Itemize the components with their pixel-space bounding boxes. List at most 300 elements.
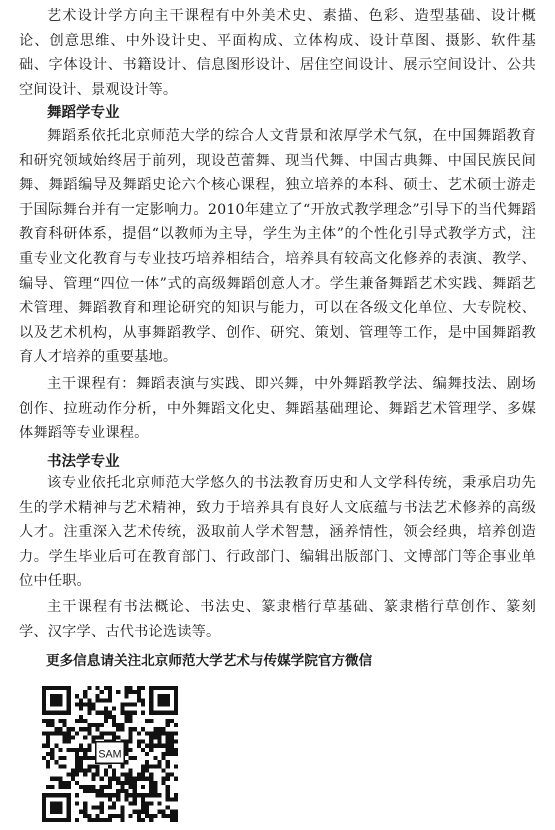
qr-module xyxy=(174,810,178,814)
qr-module xyxy=(79,744,83,748)
qr-module xyxy=(63,818,67,822)
qr-module xyxy=(149,785,153,789)
qr-module xyxy=(42,744,46,748)
qr-module xyxy=(87,814,91,818)
qr-module xyxy=(124,789,128,793)
qr-module xyxy=(83,785,87,789)
qr-module xyxy=(108,698,112,702)
wechat-qr-code[interactable] xyxy=(42,686,178,822)
qr-module xyxy=(46,752,50,756)
qr-module xyxy=(141,785,145,789)
dance-courses-paragraph: 主干课程有：舞蹈表演与实践、即兴舞，中外舞蹈教学法、编舞技法、剧场创作、拉班动作分析，中外舞蹈文化史、舞蹈基础理论、舞蹈艺术管理学、多媒体舞蹈等专业课程。 xyxy=(19,376,536,442)
qr-module xyxy=(149,690,153,694)
qr-module xyxy=(104,686,108,690)
qr-module xyxy=(145,764,149,768)
qr-module xyxy=(157,694,161,698)
qr-module xyxy=(157,731,161,735)
qr-module xyxy=(54,818,58,822)
qr-module xyxy=(96,818,100,822)
qr-module xyxy=(58,793,62,797)
qr-module xyxy=(141,698,145,702)
qr-module xyxy=(162,768,166,772)
qr-module xyxy=(63,740,67,744)
qr-module xyxy=(166,702,170,706)
qr-module xyxy=(67,748,71,752)
qr-module xyxy=(58,686,62,690)
qr-module xyxy=(79,707,83,711)
qr-module xyxy=(67,806,71,810)
qr-module xyxy=(79,719,83,723)
qr-module xyxy=(157,727,161,731)
qr-module xyxy=(46,719,50,723)
qr-module xyxy=(120,707,124,711)
qr-module xyxy=(124,694,128,698)
qr-module xyxy=(104,698,108,702)
qr-module xyxy=(75,760,79,764)
qr-module xyxy=(63,764,67,768)
qr-module xyxy=(153,764,157,768)
qr-module xyxy=(129,801,133,805)
qr-module xyxy=(87,785,91,789)
qr-module xyxy=(46,735,50,739)
qr-module xyxy=(58,694,62,698)
qr-module xyxy=(141,793,145,797)
qr-module xyxy=(137,698,141,702)
qr-module xyxy=(141,727,145,731)
qr-module xyxy=(149,818,153,822)
qr-module xyxy=(145,719,149,723)
qr-module xyxy=(100,777,104,781)
qr-module xyxy=(162,756,166,760)
qr-module xyxy=(50,801,54,805)
qr-module xyxy=(58,777,62,781)
qr-module xyxy=(153,814,157,818)
qr-module xyxy=(133,702,137,706)
qr-module xyxy=(83,773,87,777)
qr-module xyxy=(54,727,58,731)
qr-module xyxy=(116,777,120,781)
qr-module xyxy=(91,702,95,706)
qr-module xyxy=(42,793,46,797)
qr-module xyxy=(141,806,145,810)
qr-module xyxy=(137,694,141,698)
qr-module xyxy=(54,760,58,764)
qr-module xyxy=(42,797,46,801)
qr-module xyxy=(124,719,128,723)
qr-module xyxy=(149,735,153,739)
qr-module xyxy=(129,690,133,694)
qr-logo-text: SAM xyxy=(98,748,122,761)
qr-module xyxy=(153,744,157,748)
qr-module xyxy=(79,768,83,772)
qr-module xyxy=(42,686,46,690)
qr-module xyxy=(120,789,124,793)
qr-module xyxy=(166,789,170,793)
qr-module xyxy=(46,723,50,727)
qr-module xyxy=(133,785,137,789)
qr-module xyxy=(174,764,178,768)
qr-module xyxy=(42,694,46,698)
qr-module xyxy=(75,793,79,797)
qr-module xyxy=(91,707,95,711)
qr-center-logo xyxy=(96,742,125,763)
qr-module xyxy=(100,818,104,822)
qr-module xyxy=(108,686,112,690)
qr-module xyxy=(137,690,141,694)
qr-module xyxy=(87,756,91,760)
qr-module xyxy=(54,777,58,781)
qr-module xyxy=(87,731,91,735)
qr-module xyxy=(116,690,120,694)
qr-module xyxy=(83,801,87,805)
qr-module xyxy=(54,810,58,814)
qr-module xyxy=(96,768,100,772)
qr-module xyxy=(162,781,166,785)
qr-module xyxy=(54,686,58,690)
qr-module xyxy=(129,686,133,690)
qr-module xyxy=(170,744,174,748)
qr-module xyxy=(91,764,95,768)
qr-module xyxy=(42,801,46,805)
qr-module xyxy=(166,694,170,698)
calligraphy-courses-paragraph: 主干课程有书法概论、书法史、篆隶楷行草基础、篆隶楷行草创作、篆刻学、汉字学、古代书论选读等。 xyxy=(19,599,536,640)
qr-module xyxy=(174,731,178,735)
qr-module xyxy=(50,731,54,735)
qr-module xyxy=(67,814,71,818)
qr-module xyxy=(91,818,95,822)
qr-module xyxy=(112,801,116,805)
qr-module xyxy=(170,752,174,756)
qr-module xyxy=(174,740,178,744)
qr-module xyxy=(174,711,178,715)
qr-module xyxy=(157,686,161,690)
qr-module xyxy=(162,694,166,698)
qr-module xyxy=(149,748,153,752)
qr-module xyxy=(149,694,153,698)
qr-module xyxy=(58,727,62,731)
qr-module xyxy=(149,686,153,690)
qr-module xyxy=(157,764,161,768)
qr-module xyxy=(83,806,87,810)
qr-module xyxy=(91,789,95,793)
qr-module xyxy=(129,773,133,777)
qr-module xyxy=(58,806,62,810)
qr-module xyxy=(104,785,108,789)
qr-module xyxy=(137,744,141,748)
qr-module xyxy=(149,777,153,781)
qr-module xyxy=(63,735,67,739)
qr-module xyxy=(153,785,157,789)
qr-module xyxy=(145,744,149,748)
qr-module xyxy=(124,797,128,801)
qr-module xyxy=(129,777,133,781)
qr-module xyxy=(129,740,133,744)
qr-module xyxy=(157,744,161,748)
qr-module xyxy=(104,768,108,772)
qr-module xyxy=(54,698,58,702)
qr-module xyxy=(166,760,170,764)
qr-module xyxy=(137,740,141,744)
qr-module xyxy=(46,818,50,822)
qr-module xyxy=(170,797,174,801)
qr-module xyxy=(112,768,116,772)
qr-module xyxy=(108,731,112,735)
qr-module xyxy=(166,711,170,715)
qr-module xyxy=(112,731,116,735)
qr-module xyxy=(91,735,95,739)
qr-module xyxy=(50,793,54,797)
qr-module xyxy=(174,723,178,727)
qr-module xyxy=(120,818,124,822)
qr-module xyxy=(112,735,116,739)
qr-module xyxy=(145,777,149,781)
qr-module xyxy=(42,702,46,706)
qr-module xyxy=(87,698,91,702)
qr-module xyxy=(153,727,157,731)
qr-module xyxy=(71,735,75,739)
qr-module xyxy=(120,785,124,789)
qr-module xyxy=(174,686,178,690)
qr-module xyxy=(137,814,141,818)
qr-module xyxy=(71,727,75,731)
qr-module xyxy=(83,735,87,739)
qr-module xyxy=(79,764,83,768)
qr-module xyxy=(50,719,54,723)
qr-module xyxy=(50,694,54,698)
qr-module xyxy=(108,781,112,785)
qr-module xyxy=(83,768,87,772)
qr-module xyxy=(141,702,145,706)
qr-module xyxy=(50,818,54,822)
qr-module xyxy=(129,711,133,715)
qr-module xyxy=(108,764,112,768)
qr-module xyxy=(112,777,116,781)
qr-module xyxy=(50,806,54,810)
qr-module xyxy=(67,731,71,735)
qr-module xyxy=(83,719,87,723)
qr-module xyxy=(67,785,71,789)
qr-module xyxy=(149,814,153,818)
qr-module xyxy=(96,793,100,797)
qr-module xyxy=(108,690,112,694)
qr-module xyxy=(50,711,54,715)
qr-module xyxy=(108,715,112,719)
qr-module xyxy=(112,707,116,711)
qr-module xyxy=(145,814,149,818)
qr-module xyxy=(149,702,153,706)
qr-module xyxy=(141,777,145,781)
qr-module xyxy=(162,731,166,735)
qr-module xyxy=(67,690,71,694)
qr-module xyxy=(96,814,100,818)
qr-module xyxy=(137,731,141,735)
qr-module xyxy=(149,707,153,711)
qr-module xyxy=(50,810,54,814)
qr-module xyxy=(75,768,79,772)
qr-module xyxy=(166,731,170,735)
qr-module xyxy=(170,740,174,744)
qr-module xyxy=(104,707,108,711)
qr-module xyxy=(46,785,50,789)
qr-module xyxy=(166,785,170,789)
qr-module xyxy=(153,711,157,715)
qr-module xyxy=(67,793,71,797)
qr-module xyxy=(104,731,108,735)
qr-module xyxy=(141,711,145,715)
qr-module xyxy=(96,686,100,690)
qr-module xyxy=(83,748,87,752)
qr-module xyxy=(63,793,67,797)
qr-module xyxy=(67,740,71,744)
qr-module xyxy=(50,748,54,752)
qr-module xyxy=(162,686,166,690)
qr-module xyxy=(149,793,153,797)
qr-module xyxy=(133,690,137,694)
qr-module xyxy=(83,752,87,756)
qr-module xyxy=(112,715,116,719)
qr-module xyxy=(67,735,71,739)
qr-module xyxy=(124,793,128,797)
qr-module xyxy=(137,773,141,777)
qr-module xyxy=(149,781,153,785)
qr-module xyxy=(120,723,124,727)
qr-module xyxy=(116,789,120,793)
qr-module xyxy=(67,686,71,690)
qr-module xyxy=(67,698,71,702)
qr-module xyxy=(170,731,174,735)
qr-module xyxy=(149,801,153,805)
qr-module xyxy=(162,702,166,706)
qr-module xyxy=(145,801,149,805)
qr-module xyxy=(100,810,104,814)
qr-module xyxy=(58,719,62,723)
qr-module xyxy=(91,785,95,789)
qr-module xyxy=(141,818,145,822)
qr-module xyxy=(58,785,62,789)
qr-module xyxy=(96,694,100,698)
qr-module xyxy=(137,686,141,690)
qr-module xyxy=(145,793,149,797)
qr-module xyxy=(100,690,104,694)
qr-module xyxy=(108,785,112,789)
qr-module xyxy=(87,789,91,793)
qr-module xyxy=(75,752,79,756)
qr-module xyxy=(63,756,67,760)
qr-module xyxy=(87,723,91,727)
qr-module xyxy=(104,773,108,777)
qr-module xyxy=(104,719,108,723)
qr-module xyxy=(162,810,166,814)
qr-module xyxy=(54,801,58,805)
qr-module xyxy=(129,702,133,706)
qr-module xyxy=(46,711,50,715)
qr-module xyxy=(174,752,178,756)
qr-module xyxy=(42,814,46,818)
qr-module xyxy=(91,773,95,777)
qr-module xyxy=(83,810,87,814)
qr-module xyxy=(129,756,133,760)
qr-module xyxy=(50,752,54,756)
qr-module xyxy=(87,686,91,690)
qr-module xyxy=(141,810,145,814)
design-courses-paragraph: 艺术设计学方向主干课程有中外美术史、素描、色彩、造型基础、设计概论、创意思维、中外设计史、平面构成、立体构成、设计草图、摄影、软件基础、字体设计、书籍设计、信息图形设计、居住空间设计、展示空间设计、公共空间设计、景观设计等。 xyxy=(19,8,536,98)
qr-module xyxy=(166,735,170,739)
qr-module xyxy=(42,698,46,702)
qr-module xyxy=(120,773,124,777)
qr-module xyxy=(166,719,170,723)
qr-module xyxy=(129,748,133,752)
qr-module xyxy=(157,735,161,739)
qr-module xyxy=(162,698,166,702)
qr-module xyxy=(67,702,71,706)
qr-module xyxy=(108,818,112,822)
qr-module xyxy=(63,785,67,789)
qr-module xyxy=(67,727,71,731)
qr-module xyxy=(104,715,108,719)
qr-module xyxy=(87,727,91,731)
qr-module xyxy=(87,702,91,706)
qr-module xyxy=(96,711,100,715)
qr-module xyxy=(100,785,104,789)
qr-module xyxy=(174,797,178,801)
qr-module xyxy=(166,740,170,744)
qr-module xyxy=(42,806,46,810)
qr-module xyxy=(42,818,46,822)
qr-module xyxy=(46,731,50,735)
qr-module xyxy=(100,723,104,727)
qr-module xyxy=(46,764,50,768)
qr-module xyxy=(153,756,157,760)
qr-module xyxy=(96,764,100,768)
qr-module xyxy=(157,810,161,814)
qr-module xyxy=(166,686,170,690)
qr-module xyxy=(166,814,170,818)
qr-module xyxy=(170,748,174,752)
qr-module xyxy=(170,719,174,723)
qr-module xyxy=(124,711,128,715)
qr-module xyxy=(71,768,75,772)
qr-module xyxy=(58,781,62,785)
qr-module xyxy=(67,781,71,785)
qr-module xyxy=(67,711,71,715)
qr-module xyxy=(162,727,166,731)
qr-module xyxy=(174,814,178,818)
qr-module xyxy=(83,814,87,818)
qr-module xyxy=(42,719,46,723)
qr-module xyxy=(67,818,71,822)
qr-module xyxy=(149,698,153,702)
qr-module xyxy=(162,777,166,781)
qr-module xyxy=(58,818,62,822)
qr-module xyxy=(96,806,100,810)
qr-module xyxy=(166,806,170,810)
calligraphy-heading: 书法学专业 xyxy=(47,454,120,470)
qr-module xyxy=(174,694,178,698)
qr-module xyxy=(79,702,83,706)
qr-module xyxy=(46,740,50,744)
qr-module xyxy=(83,789,87,793)
qr-module xyxy=(42,810,46,814)
qr-module xyxy=(100,806,104,810)
wechat-follow-note: 更多信息请关注北京师范大学艺术与传媒学院官方微信 xyxy=(46,653,373,669)
qr-module xyxy=(166,748,170,752)
qr-module xyxy=(79,727,83,731)
qr-module xyxy=(166,777,170,781)
qr-module xyxy=(58,748,62,752)
qr-module xyxy=(174,777,178,781)
qr-module xyxy=(91,777,95,781)
qr-module xyxy=(149,740,153,744)
